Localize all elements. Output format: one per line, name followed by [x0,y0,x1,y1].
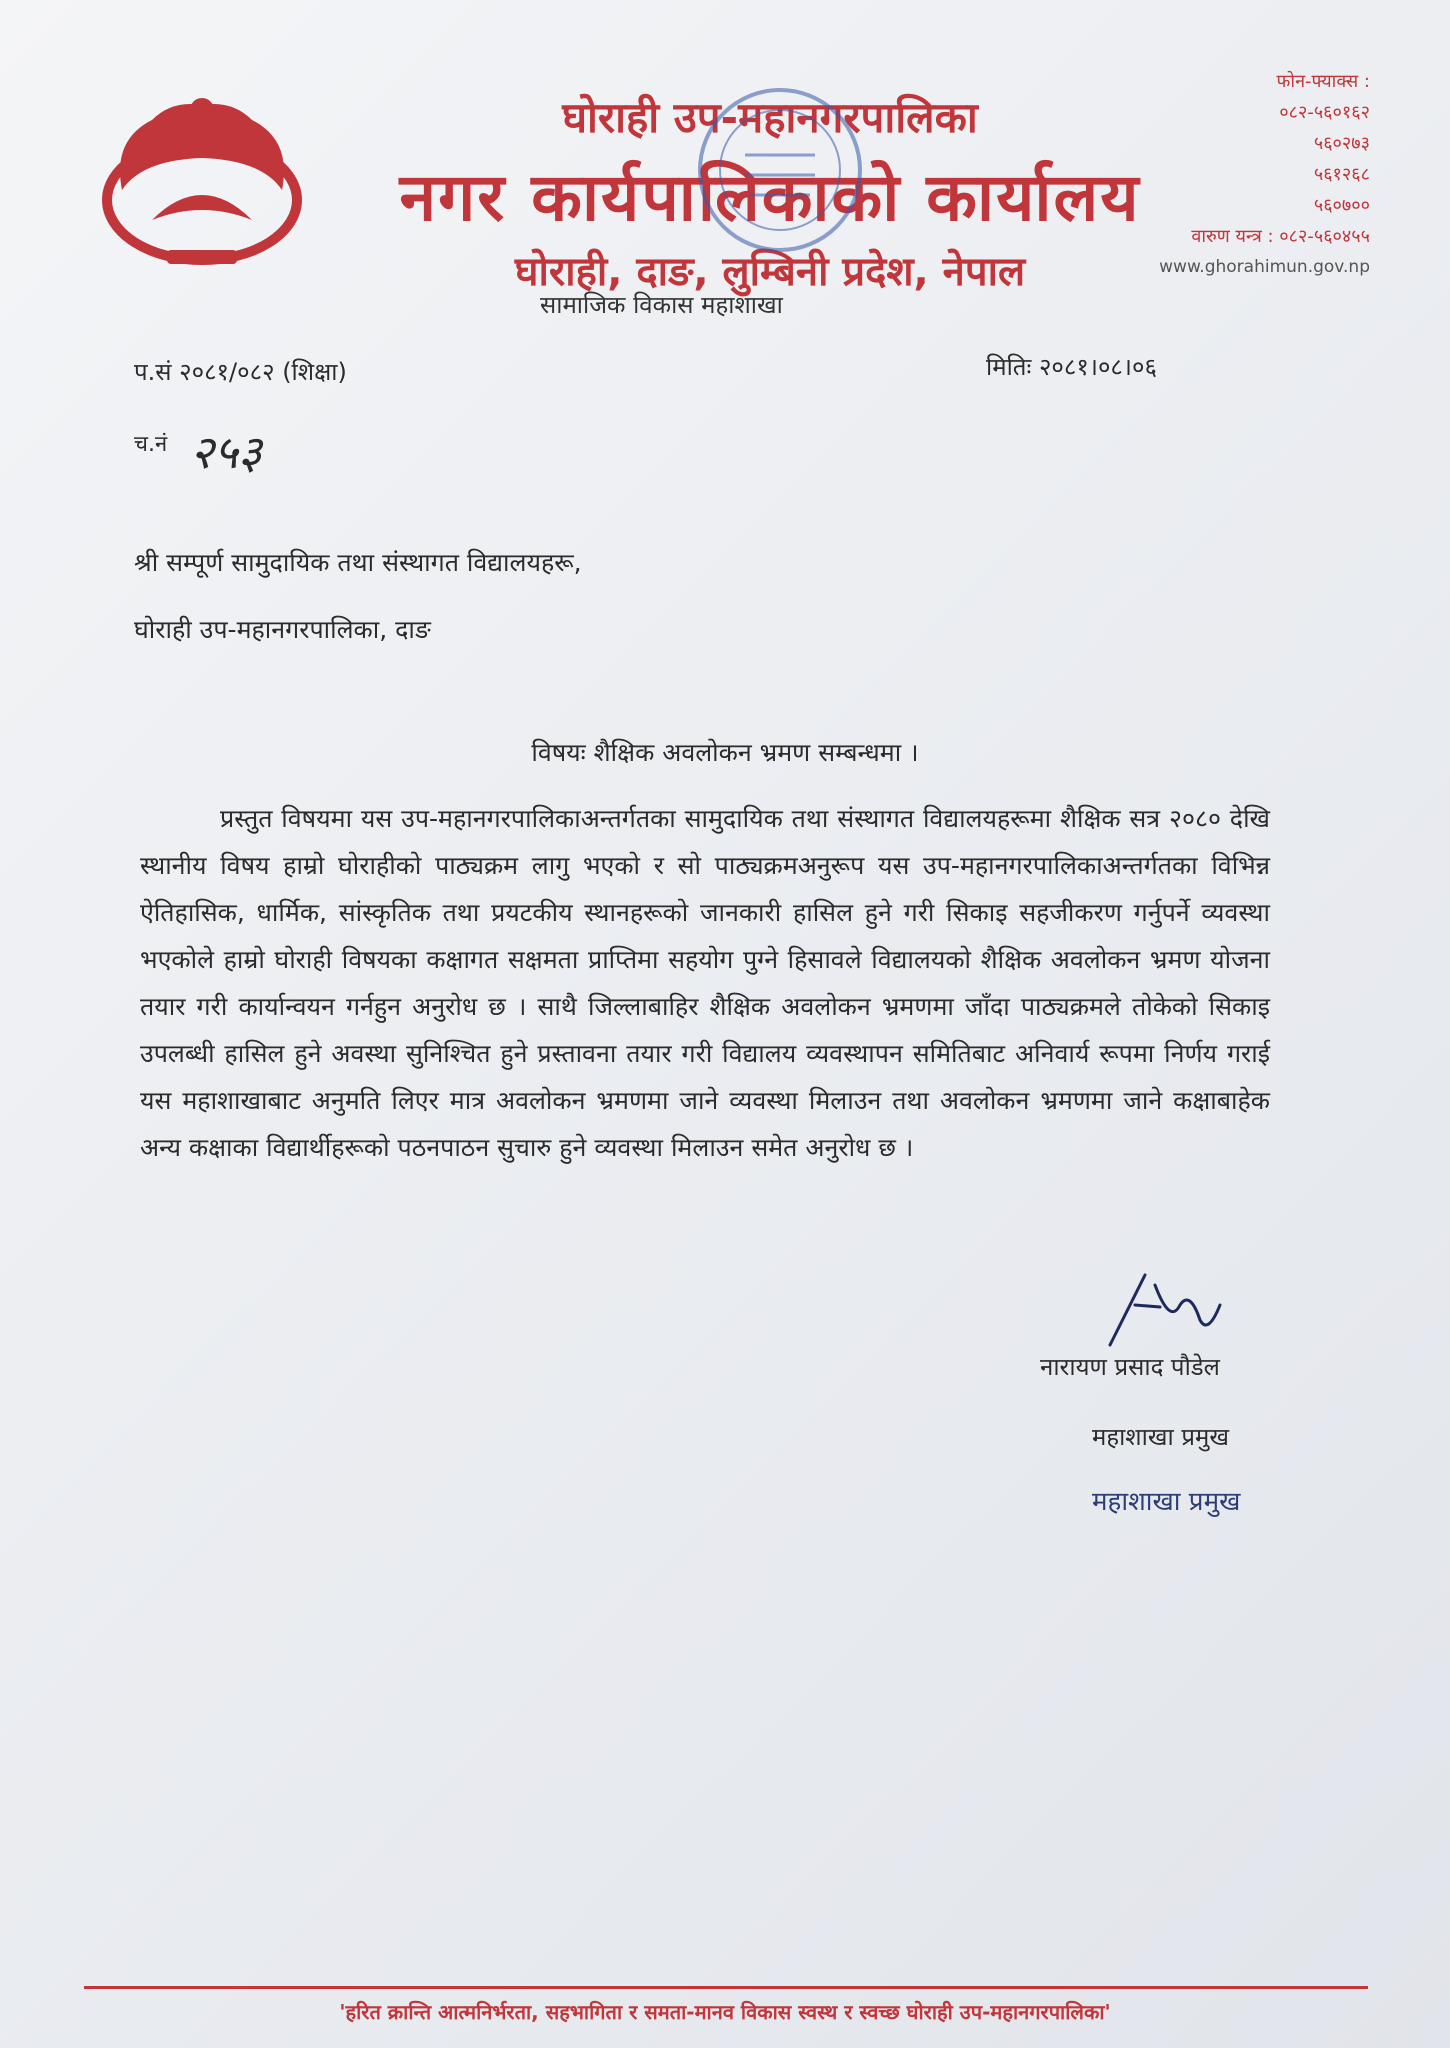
office-seal-icon [690,70,870,270]
nepal-emblem-icon [92,80,312,280]
contact-block [1159,66,1370,283]
ambulance-phone: वारुण यन्त्र : ०८२-५६०४५५ [1191,226,1370,247]
contact-label: फोन-फ्याक्स : [1276,71,1370,92]
signatory-name: नारायण प्रसाद पौडेल [1040,1353,1220,1381]
letterhead-municipality: घोराही उप-महानगरपालिका [562,93,978,142]
signatory-title: महाशाखा प्रमुख [1092,1423,1229,1451]
signatory-stamp-title: महाशाखा प्रमुख [1092,1487,1241,1517]
phone-2: ५६०२७३ [1313,133,1370,154]
letterhead-division: सामाजिक विकास महाशाखा [540,291,783,319]
recipient-line-2: घोराही उप-महानगरपालिका, दाङ [134,615,431,644]
phone-4: ५६०७०० [1313,195,1370,216]
chalan-number: २५३ [190,425,262,479]
footer-slogan: 'हरित क्रान्ति आत्मनिर्भरता, सहभागिता र समता-मानव विकास स्वस्थ र स्वच्छ घोराही उप-महानगरपालिका' [339,2000,1111,2024]
handwritten-signature [1090,1265,1240,1355]
letterhead-address: घोराही, दाङ, लुम्बिनी प्रदेश, नेपाल [514,249,1026,295]
phone-3: ५६१२६८ [1313,164,1370,185]
letterhead-office: नगर कार्यपालिकाको कार्यालय [399,159,1141,236]
letter-date: मितिः २०८१।०८।०६ [986,353,1157,381]
reference-number: प.सं २०८१/०८२ (शिक्षा) [134,358,347,386]
recipient-line-1: श्री सम्पूर्ण सामुदायिक तथा संस्थागत विद्यालयहरू, [134,548,582,577]
footer-divider [84,1986,1368,1989]
chalan-label: च.नं [134,432,168,457]
letter-body: प्रस्तुत विषयमा यस उप-महानगरपालिकाअन्तर्गतका सामुदायिक तथा संस्थागत विद्यालयहरूमा शैक्षिक सत्र २०८० देखि स्थानीय विषय हाम्रो घोराहीको पाठ्यक्रम लागु भएको र सो पाठ्यक्रमअनुरूप यस उप-महानगरपालिकाअन्तर्गतका विभिन्न ऐतिहासिक, धार्मिक, सांस्कृतिक तथा प्रयटकीय स्थानहरूको जानकारी हासिल हुने गरी सिकाइ सहजीकरण गर्नुपर्ने व्यवस्था भएकोले हाम्रो घोराही विषयका कक्षागत सक्षमता प्राप्तिमा सहयोग पुग्ने हिसावले विद्यालयको शैक्षिक अवलोकन भ्रमण योजना तयार गरी कार्यान्वयन गर्नहुन अनुरोध छ । साथै जिल्लाबाहिर शैक्षिक अवलोकन भ्रमणमा जाँदा पाठ्यक्रमले तोकेको सिकाइ उपलब्धी हासिल हुने अवस्था सुनिश्चित हुने प्रस्तावना तयार गरी विद्यालय व्यवस्थापन समितिबाट अनिवार्य रूपमा निर्णय गराई यस महाशाखाबाट अनुमति लिएर मात्र अवलोकन भ्रमणमा जाने व्यवस्था मिलाउन तथा अवलोकन भ्रमणमा जाने कक्षाबाहेक अन्य कक्षाका विद्यार्थीहरूको पठनपाठन सुचारु हुने व्यवस्था मिलाउन समेत अनुरोध छ । [140,804,1270,1162]
website-link[interactable]: www.ghorahimun.gov.np [1159,257,1370,277]
phone-1: ०८२-५६०१६२ [1279,102,1370,123]
letter-subject: विषयः शैक्षिक अवलोकन भ्रमण सम्बन्धमा । [531,738,919,767]
